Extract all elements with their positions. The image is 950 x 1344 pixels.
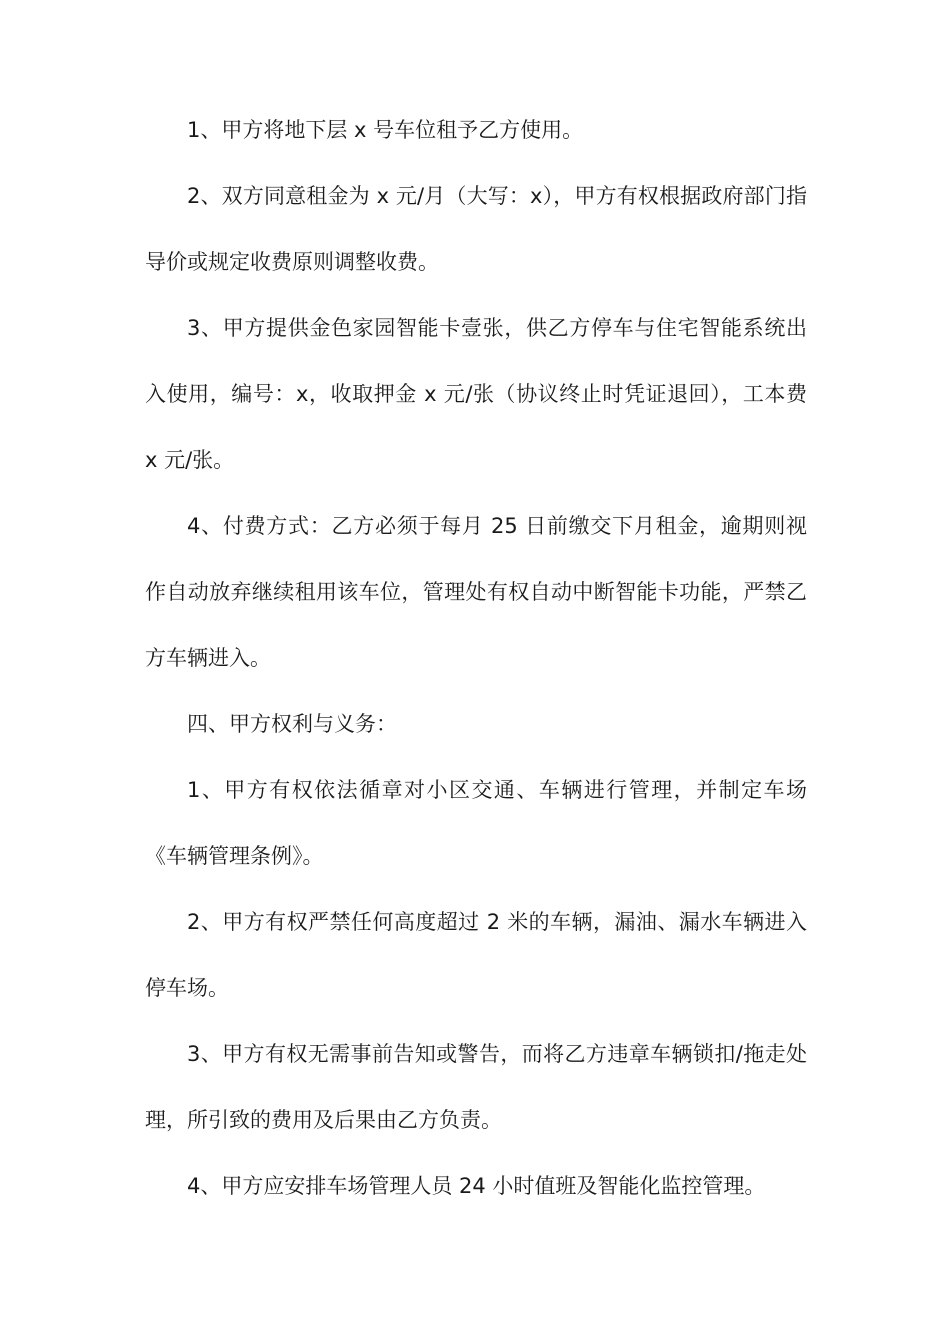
paragraph-clause-3: 3、甲方提供金色家园智能卡壹张，供乙方停车与住宅智能系统出入使用，编号：x，收取押金 x 元/张（协议终止时凭证退回），工本费 x 元/张。 (145, 316, 807, 472)
paragraph-right-1: 1、甲方有权依法循章对小区交通、车辆进行管理，并制定车场《车辆管理条例》。 (145, 778, 807, 868)
section-heading: 四、甲方权利与义务： (187, 712, 397, 736)
document-body (145, 97, 807, 1219)
paragraph-right-4: 4、甲方应安排车场管理人员 24 小时值班及智能化监控管理。 (187, 1174, 766, 1198)
paragraph-right-2: 2、甲方有权严禁任何高度超过 2 米的车辆，漏油、漏水车辆进入停车场。 (145, 910, 807, 1000)
paragraph-clause-2: 2、双方同意租金为 x 元/月（大写：x），甲方有权根据政府部门指导价或规定收费原则调整收费。 (145, 184, 807, 274)
paragraph-clause-1: 1、甲方将地下层 x 号车位租予乙方使用。 (187, 118, 584, 142)
paragraph-right-3: 3、甲方有权无需事前告知或警告，而将乙方违章车辆锁扣/拖走处理，所引致的费用及后果由乙方负责。 (145, 1042, 807, 1132)
paragraph-clause-4: 4、付费方式：乙方必须于每月 25 日前缴交下月租金，逾期则视作自动放弃继续租用该车位，管理处有权自动中断智能卡功能，严禁乙方车辆进入。 (145, 514, 807, 670)
